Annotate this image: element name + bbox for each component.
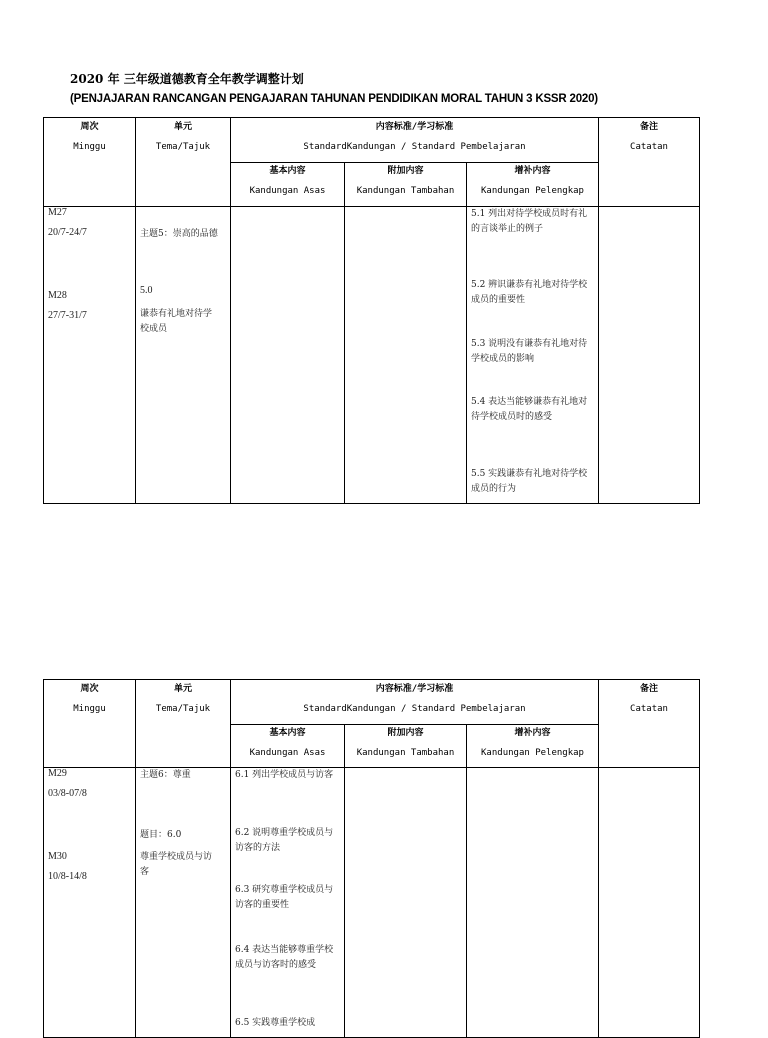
header-extra <box>345 725 467 768</box>
header-unit-ms: Tema/Tajuk <box>155 704 211 714</box>
header-unit-ms: Tema/Tajuk <box>155 142 211 152</box>
header-complement-ms: Kandungan Pelengkap <box>481 748 584 758</box>
unit-topic-number: 5.0 <box>140 285 153 296</box>
basic-content-cell <box>231 207 345 504</box>
header-complement <box>467 725 599 768</box>
header-extra-ms: Kandungan Tambahan <box>356 748 455 758</box>
header-note-ms: Catatan <box>630 704 668 714</box>
unit-theme: 主题5：崇高的品德 <box>140 229 218 239</box>
header-basic-ms: Kandungan Asas <box>249 748 326 758</box>
extra-content-cell <box>345 207 467 504</box>
header-unit-zh: 单元 <box>173 122 192 132</box>
header-note-zh: 备注 <box>639 122 658 132</box>
unit-theme: 主题6：尊重 <box>140 770 191 780</box>
header-standard-ms: StandardKandungan / Standard Pembelajaran <box>303 704 526 714</box>
week-cell <box>44 207 136 504</box>
week-number: M30 <box>48 851 67 862</box>
document-title: 2020 年 三年级道德教育全年教学调整计划 <box>70 72 304 86</box>
unit-topic: 谦恭有礼地对待学校成员 <box>140 309 213 334</box>
standard-item: 6.5 实践尊重学校成 <box>235 1018 316 1028</box>
week-dates: 03/8-07/8 <box>48 788 87 799</box>
header-note <box>599 680 700 768</box>
unit-cell <box>136 768 231 1038</box>
header-basic-zh: 基本内容 <box>269 728 306 738</box>
week-number: M27 <box>48 207 67 218</box>
week-dates: 10/8-14/8 <box>48 871 87 882</box>
header-unit-zh: 单元 <box>173 684 192 694</box>
header-extra-zh: 附加内容 <box>387 728 424 738</box>
header-week-ms: Minggu <box>73 142 106 152</box>
header-standard-zh: 内容标准/学习标准 <box>375 684 454 694</box>
week-cell <box>44 768 136 1038</box>
header-extra-zh: 附加内容 <box>387 166 424 176</box>
header-complement <box>467 163 599 207</box>
header-week <box>44 118 136 207</box>
header-standard <box>231 680 599 725</box>
unit-cell <box>136 207 231 504</box>
header-note-ms: Catatan <box>630 142 668 152</box>
header-complement-zh: 增补内容 <box>514 728 551 738</box>
standard-item: 5.2 辨识谦恭有礼地对待学校成员的重要性 <box>471 280 588 305</box>
plan-table-1 <box>43 117 700 504</box>
header-basic-zh: 基本内容 <box>269 166 306 176</box>
unit-topic: 尊重学校成员与访客 <box>140 852 213 877</box>
note-cell <box>599 768 700 1038</box>
standard-item: 5.4 表达当能够谦恭有礼地对待学校成员时的感受 <box>471 397 588 422</box>
extra-content-cell <box>345 768 467 1038</box>
header-extra <box>345 163 467 207</box>
header-week-zh: 周次 <box>80 122 99 132</box>
header-unit <box>136 118 231 207</box>
header-complement-zh: 增补内容 <box>514 166 551 176</box>
header-standard-zh: 内容标准/学习标准 <box>375 122 454 132</box>
header-week <box>44 680 136 768</box>
unit-topic-number: 题目：6.0 <box>140 830 182 840</box>
plan-table-2 <box>43 679 700 1038</box>
complement-content-cell <box>467 768 599 1038</box>
document-subtitle: (PENJAJARAN RANCANGAN PENGAJARAN TAHUNAN PENDIDIKAN MORAL TAHUN 3 KSSR 2020) <box>70 93 598 105</box>
header-note <box>599 118 700 207</box>
standard-item: 6.1 列出学校成员与访客 <box>235 770 334 780</box>
standard-item: 6.3 研究尊重学校成员与访客的重要性 <box>235 885 334 910</box>
standard-item: 5.5 实践谦恭有礼地对待学校成员的行为 <box>471 469 588 494</box>
standard-item: 6.2 说明尊重学校成员与访客的方法 <box>235 828 334 853</box>
basic-content-cell <box>231 768 345 1038</box>
header-week-ms: Minggu <box>73 704 106 714</box>
header-week-zh: 周次 <box>80 684 99 694</box>
header-unit <box>136 680 231 768</box>
standard-item: 5.3 说明没有谦恭有礼地对待学校成员的影响 <box>471 339 588 364</box>
header-basic <box>231 725 345 768</box>
note-cell <box>599 207 700 504</box>
week-dates: 20/7-24/7 <box>48 227 87 238</box>
header-extra-ms: Kandungan Tambahan <box>356 186 455 196</box>
week-number: M28 <box>48 290 67 301</box>
complement-content-cell <box>467 207 599 504</box>
header-note-zh: 备注 <box>639 684 658 694</box>
standard-item: 6.4 表达当能够尊重学校成员与访客时的感受 <box>235 945 334 970</box>
header-complement-ms: Kandungan Pelengkap <box>481 186 584 196</box>
header-standard-ms: StandardKandungan / Standard Pembelajaran <box>303 142 526 152</box>
header-standard <box>231 118 599 163</box>
week-number: M29 <box>48 768 67 779</box>
week-dates: 27/7-31/7 <box>48 310 87 321</box>
header-basic-ms: Kandungan Asas <box>249 186 326 196</box>
header-basic <box>231 163 345 207</box>
standard-item: 5.1 列出对待学校成员时有礼 的言谈举止的例子 <box>471 209 588 234</box>
